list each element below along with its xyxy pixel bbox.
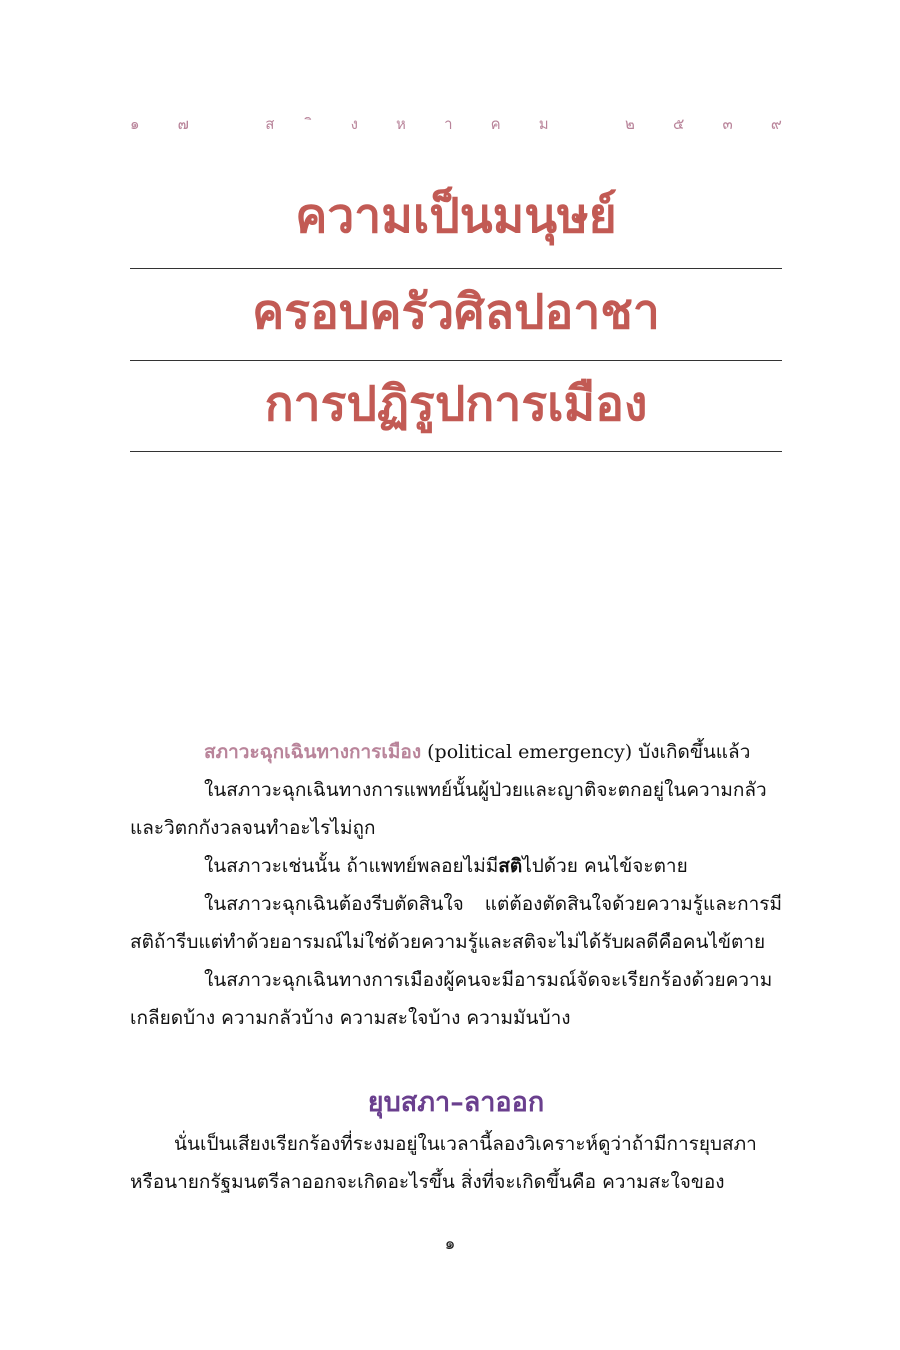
bold-term: สติ [498, 855, 523, 877]
paragraph [130, 847, 782, 885]
date-char: ๒ [624, 115, 635, 133]
title-divider [130, 268, 782, 269]
title-divider [130, 451, 782, 452]
date-char: ห [396, 115, 406, 133]
date-header [130, 112, 782, 136]
paragraph: ในสภาวะฉุกเฉินต้องรีบตัดสินใจ แต่ต้องตัดสินใจด้วยความรู้และการมีสติถ้ารีบแต่ทำด้วยอารมณ์ไม่ใช่ด้วยความรู้และสติจะไม่ได้รับผลดีคือคนไข้ตาย [130, 893, 782, 953]
date-char: ๑ [130, 115, 140, 133]
highlight-term: สภาวะฉุกเฉินทางการเมือง [204, 741, 422, 763]
date-char: ค [490, 115, 501, 133]
date-char: ๙ [770, 115, 782, 133]
date-char: ๕ [672, 115, 685, 133]
paragraph [130, 733, 782, 771]
paragraph: นั่นเป็นเสียงเรียกร้องที่ระงมอยู่ในเวลานี้ลองวิเคราะห์ดูว่าถ้ามีการยุบสภาหรือนายกรัฐมนตรีลาออกจะเกิดอะไรขึ้น สิ่งที่จะเกิดขึ้นคือ ความสะใจของ [130, 1133, 757, 1193]
paragraph-text: ไปด้วย คนไข้จะตาย [522, 855, 688, 877]
title-line-2: ครอบครัวศิลปอาชา [252, 284, 660, 340]
paragraph-text: (political emergency) บังเกิดขึ้นแล้ว [421, 741, 751, 763]
date-char: ง [350, 115, 358, 133]
date-char: ๓ [722, 115, 733, 133]
date-char: ส [265, 115, 275, 133]
date-char: า [444, 115, 453, 133]
page-number: ๑ [444, 1234, 456, 1254]
section-heading: ยุบสภา–ลาออก [367, 1087, 545, 1118]
paragraph: ในสภาวะฉุกเฉินทางการแพทย์นั้นผู้ป่วยและญาติจะตกอยู่ในความกลัวและวิตกกังวลจนทำอะไรไม่ถูก [130, 779, 767, 839]
paragraph: ในสภาวะฉุกเฉินทางการเมืองผู้คนจะมีอารมณ์จัดจะเรียกร้องด้วยความเกลียดบ้าง ความกลัวบ้าง ความสะใจบ้าง ความมันบ้าง [130, 969, 773, 1029]
title-line-3: การปฏิรูปการเมือง [264, 376, 648, 432]
intro-section [130, 733, 782, 1037]
section-body [130, 1125, 782, 1201]
title-line-1: ความเป็นมนุษย์ [295, 188, 617, 244]
date-char: ๗ [177, 115, 189, 133]
paragraph-text: ในสภาวะเช่นนั้น ถ้าแพทย์พลอยไม่มี [204, 855, 499, 877]
title-divider [130, 360, 782, 361]
date-char: ม [538, 115, 549, 133]
